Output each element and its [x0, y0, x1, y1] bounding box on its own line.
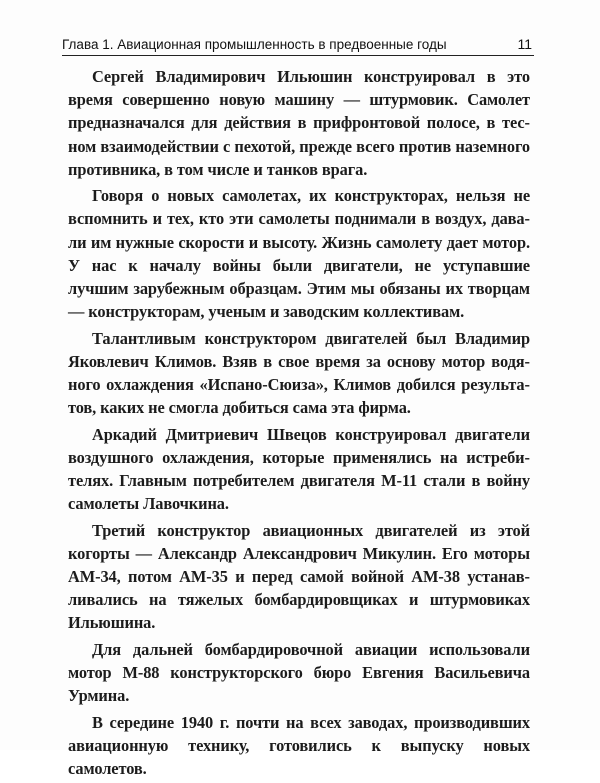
paragraph-7: В середине 1940 г. почти на всех заводах, производивших авиационную технику, готовились к выпуску новых самолетов.	[68, 712, 530, 779]
page-number: 11	[517, 36, 532, 52]
paragraph-2: Говоря о новых самолетах, их конструкторах, нельзя не вспомнить и тех, кто эти самолеты поднимали в воздух, давали им нужные скорости и высоту. Жизнь самолету дает мотор. У нас к началу войны были двигатели, не уступавшие лучшим зарубежным образцам. Этим мы обязаны их творцам — конструкторам, ученым и заводским коллективам.	[68, 186, 530, 322]
paragraph-6: Для дальней бомбардировочной авиации использовали мотор М-88 конструкторского бюро Евгения Васильевича Урмина.	[68, 639, 530, 706]
paragraph-4: Аркадий Дмитриевич Швецов конструировал двигатели воздушного охлаждения, которые применялись на истребителях. Главным потребителем двигателя М-11 стали в войну самолеты Лавочкина.	[68, 424, 530, 514]
running-header	[62, 24, 534, 56]
paragraph-1: Сергей Владимирович Ильюшин конструировал в это время совершенно новую машину — штурмовик. Самолет предназначался для действия в прифронтовой полосе, в тесном взаимодействии с пехотой, прежде всего против наземного противника, в том числе и танков врага.	[68, 67, 530, 179]
paragraph-3: Талантливым конструктором двигателей был Владимир Яковлевич Климов. Взяв в свое время за основу мотор водяного охлаждения «Испано-Сюиза», Климов добился результатов, каких не смогла добиться сама эта фирма.	[68, 328, 530, 418]
chapter-title: Глава 1. Авиационная промышленность в предвоенные годы	[62, 37, 447, 52]
body-text	[68, 65, 530, 783]
paragraph-5: Третий конструктор авиационных двигателей из этой когорты — Александр Александрович Микулин. Его моторы АМ-34, потом АМ-35 и перед самой войной АМ-38 устанавливались на тяжелых бомбардировщиках и штурмовиках Ильюшина.	[68, 520, 530, 633]
